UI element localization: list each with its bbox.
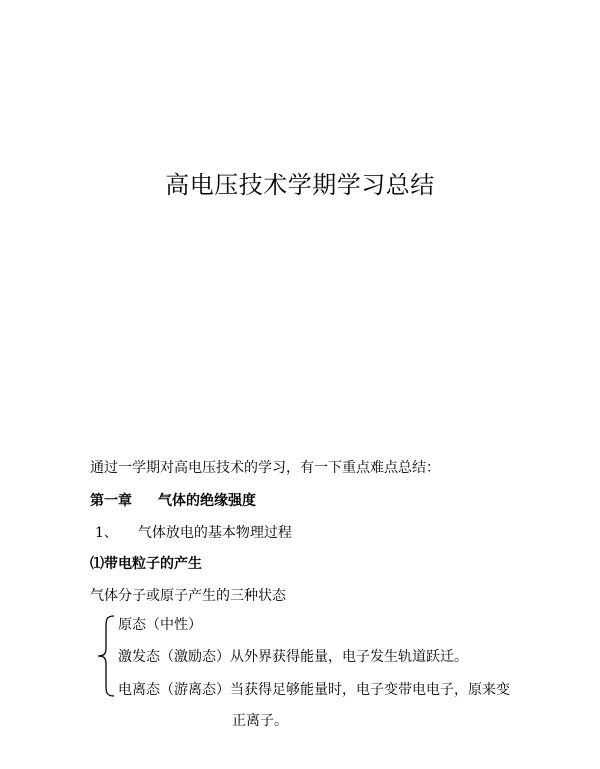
left-brace bbox=[94, 614, 118, 698]
state-item-ionized: 电离态（游离态）当获得足够能量时，电子变带电电子，原来变 bbox=[118, 682, 510, 698]
chapter-heading bbox=[90, 491, 256, 511]
subsection-heading: ⑴带电粒子的产生 bbox=[90, 556, 202, 572]
state-item-ionized-continuation: 正离子。 bbox=[232, 713, 288, 729]
document-title: 高电压技术学期学习总结 bbox=[165, 171, 435, 199]
section-number: 1、 bbox=[95, 525, 118, 541]
state-item-excited: 激发态（激励态）从外界获得能量，电子发生轨道跃迁。 bbox=[118, 649, 468, 665]
section-heading bbox=[95, 523, 292, 543]
chapter-title: 气体的绝缘强度 bbox=[158, 493, 256, 509]
intro-paragraph: 通过一学期对高电压技术的学习，有一下重点难点总结： bbox=[90, 460, 440, 476]
section-title: 气体放电的基本物理过程 bbox=[137, 525, 292, 541]
state-item-ground: 原态（中性） bbox=[118, 617, 202, 633]
states-intro: 气体分子或原子产生的三种状态 bbox=[90, 588, 286, 604]
chapter-label: 第一章 bbox=[90, 493, 132, 509]
